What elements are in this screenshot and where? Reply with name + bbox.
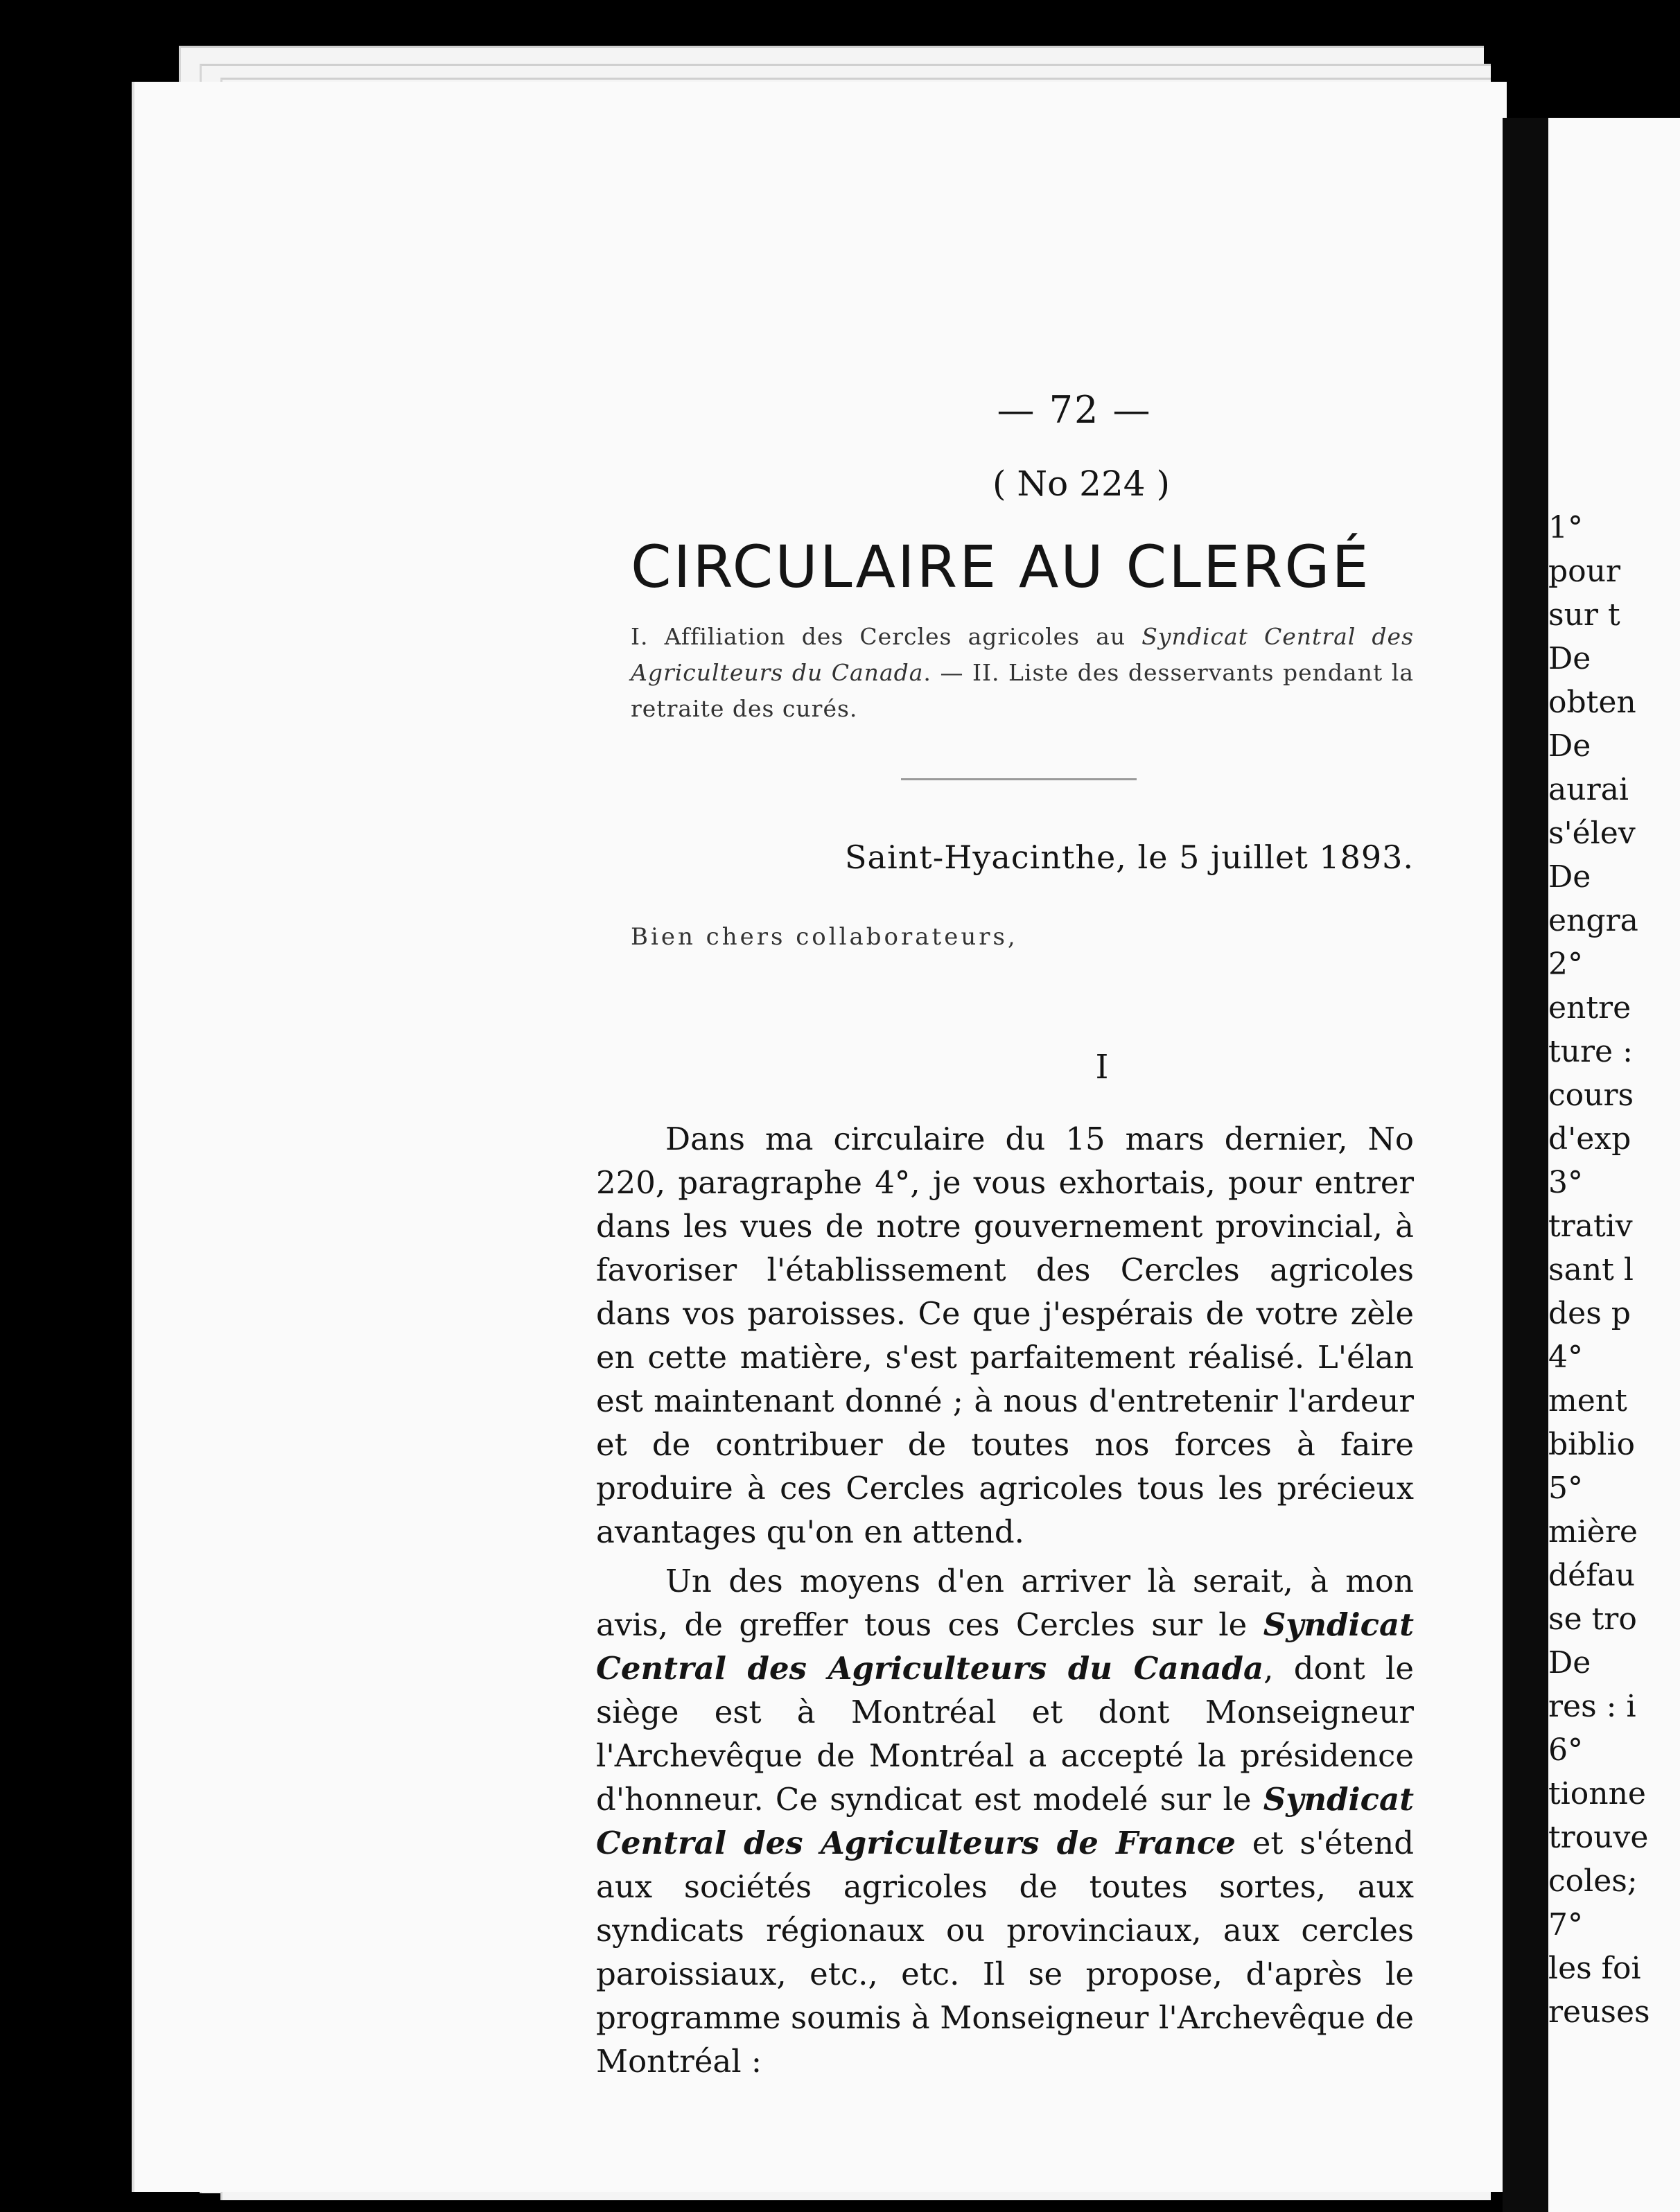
subject-part: I. Affiliation des Cercles agricoles au bbox=[631, 623, 1142, 650]
right-page-line: des p bbox=[1548, 1296, 1631, 1331]
page-content bbox=[596, 388, 1414, 2083]
subject-part: . — II. Liste des desservants pendant la retraite des curés. bbox=[631, 659, 1414, 722]
right-page-line: les foi bbox=[1548, 1951, 1641, 1986]
right-page bbox=[1548, 118, 1680, 2212]
right-page-line: s'élev bbox=[1548, 816, 1636, 851]
right-page-line: 6° bbox=[1548, 1732, 1583, 1768]
right-page-line: 2° bbox=[1548, 947, 1583, 982]
book-gutter bbox=[1503, 118, 1548, 2212]
page-title: CIRCULAIRE AU CLERGÉ bbox=[631, 533, 1371, 601]
paragraph-2 bbox=[596, 1559, 1414, 2083]
paragraph-1: Dans ma circulaire du 15 mars dernier, No 220, paragraphe 4°, je vous exhortais, pour entrer dans les vues de notre gouvernement provincial, à favoriser l'établissement des Cercles agricoles dans vos paroisses. Ce que j'espérais de votre zèle en cette matière, s'est parfaitement réalisé. L'élan est maintenant donné ; à nous d'entretenir l'ardeur et de contribuer de toutes nos forces à faire produire à ces Cercles agricoles tous les précieux avantages qu'on en attend. bbox=[596, 1121, 1414, 1550]
paragraph-part: , dont le siège est à Montréal et dont Monseigneur l'Archevêque de Montréal a accepté la présidence d'honneur. Ce syndicat est modelé sur le bbox=[596, 1650, 1414, 1818]
right-page-line: 3° bbox=[1548, 1165, 1583, 1200]
right-page-line: pour bbox=[1548, 554, 1621, 589]
right-page-line: mière bbox=[1548, 1514, 1638, 1550]
subject-syndicate-name: Syndicat Central des Agriculteurs du Canada bbox=[631, 623, 1415, 686]
right-page-text bbox=[1548, 506, 1680, 2034]
paragraph-part: et s'étend aux sociétés agricoles de toutes sortes, aux syndicats régionaux ou provinciaux, aux cercles paroissiaux, etc., etc. Il se propose, d'après le programme soumis à Monseigneur l'Archevêque de Montréal : bbox=[596, 1825, 1415, 2080]
right-page-line: 4° bbox=[1548, 1340, 1583, 1375]
right-page-line: De bbox=[1548, 859, 1591, 895]
right-page-line: 1° bbox=[1548, 510, 1583, 545]
right-page-line: De bbox=[1548, 641, 1591, 676]
right-page-line: De bbox=[1548, 1645, 1591, 1680]
section-numeral: I bbox=[1095, 1048, 1109, 1087]
syndicate-canada-name: Syndicat Central des Agriculteurs du Canada bbox=[596, 1606, 1414, 1687]
right-page-line: aurai bbox=[1548, 772, 1629, 807]
right-page-line: sant l bbox=[1548, 1252, 1634, 1288]
right-page-line: ment bbox=[1548, 1383, 1627, 1419]
right-page-line: cours bbox=[1548, 1078, 1634, 1113]
right-page-line: d'exp bbox=[1548, 1121, 1631, 1157]
right-page-line: biblio bbox=[1548, 1427, 1636, 1462]
right-page-line: 5° bbox=[1548, 1471, 1583, 1506]
subject-summary bbox=[631, 619, 1414, 727]
right-page-line: entre bbox=[1548, 990, 1631, 1026]
separator-rule bbox=[901, 778, 1137, 780]
right-page-line: ture : bbox=[1548, 1034, 1633, 1069]
right-page-line: reuses bbox=[1548, 1994, 1650, 2030]
paragraph-part: Un des moyens d'en arriver là serait, à mon avis, de greffer tous ces Cercles sur le bbox=[596, 1563, 1414, 1643]
right-page-line: se tro bbox=[1548, 1601, 1637, 1637]
right-page-line: trativ bbox=[1548, 1209, 1633, 1244]
circular-number: ( No 224 ) bbox=[992, 464, 1170, 504]
right-page-line: 7° bbox=[1548, 1907, 1583, 1942]
right-page-line: De bbox=[1548, 728, 1591, 764]
right-page-line: défau bbox=[1548, 1558, 1636, 1593]
right-page-line: res : i bbox=[1548, 1689, 1636, 1724]
syndicate-france-name: Syndicat Central des Agriculteurs de France bbox=[596, 1781, 1414, 1861]
right-page-line: engra bbox=[1548, 903, 1638, 938]
dateline: Saint-Hyacinthe, le 5 juillet 1893. bbox=[845, 839, 1414, 876]
page-number: — 72 — bbox=[997, 388, 1152, 432]
salutation: Bien chers collaborateurs, bbox=[631, 923, 1018, 951]
right-page-line: coles; bbox=[1548, 1863, 1638, 1899]
right-page-line: sur t bbox=[1548, 597, 1620, 633]
right-page-line: tionne bbox=[1548, 1776, 1646, 1811]
right-page-line: trouve bbox=[1548, 1820, 1649, 1855]
right-page-line: obten bbox=[1548, 685, 1636, 720]
